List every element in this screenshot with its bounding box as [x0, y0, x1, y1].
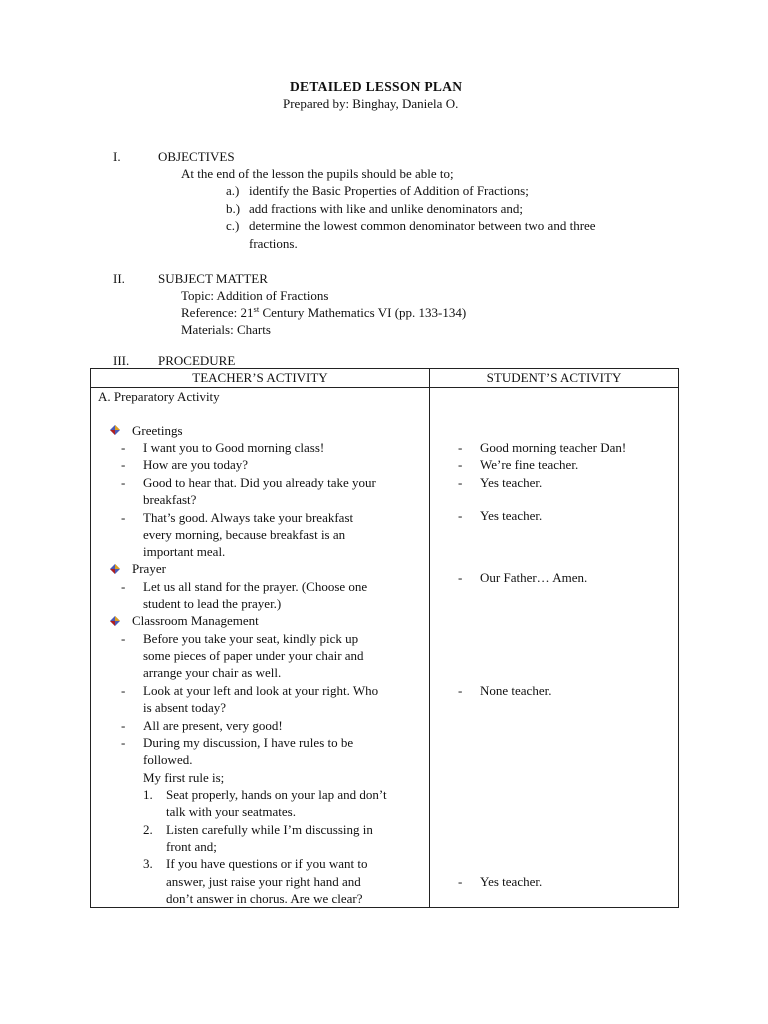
reference-superscript: st — [253, 304, 260, 314]
teacher-line: front and; — [166, 839, 217, 854]
dash: - — [121, 457, 126, 472]
reference-prefix: Reference: 21 — [181, 305, 254, 320]
section-heading-objectives: OBJECTIVES — [158, 149, 235, 164]
dash: - — [458, 508, 463, 523]
teacher-line: Seat properly, hands on your lap and don’t — [166, 787, 387, 802]
student-activity-cell — [430, 388, 679, 908]
dash: - — [121, 735, 126, 750]
dash: - — [458, 440, 463, 455]
bullet-diamond-icon — [110, 564, 120, 574]
objectives-intro: At the end of the lesson the pupils should be able to; — [181, 166, 454, 181]
teacher-activity-header: TEACHER’S ACTIVITY — [91, 369, 430, 388]
rule-number: 3. — [143, 856, 153, 871]
section-heading-procedure: PROCEDURE — [158, 353, 236, 368]
teacher-line: important meal. — [143, 544, 226, 559]
dash: - — [121, 631, 126, 646]
teacher-line: answer, just raise your right hand and — [166, 874, 361, 889]
prepared-by: Prepared by: Binghay, Daniela O. — [283, 96, 459, 111]
section-heading-subject: SUBJECT MATTER — [158, 271, 268, 286]
preparatory-activity-heading: A. Preparatory Activity — [98, 389, 220, 404]
teacher-activity-cell — [91, 388, 430, 908]
activity-table — [90, 368, 679, 908]
dash: - — [458, 874, 463, 889]
teacher-line: arrange your chair as well. — [143, 665, 282, 680]
table-header-row — [91, 369, 679, 388]
dash: - — [458, 475, 463, 490]
student-response: We’re fine teacher. — [480, 457, 579, 472]
section-numeral-procedure: III. — [113, 353, 130, 368]
student-response: Yes teacher. — [480, 475, 543, 490]
student-activity-header: STUDENT’S ACTIVITY — [430, 369, 679, 388]
teacher-line: every morning, because breakfast is an — [143, 527, 346, 542]
objective-text-c-cont: fractions. — [249, 236, 298, 251]
student-response: None teacher. — [480, 683, 552, 698]
student-response: Good morning teacher Dan! — [480, 440, 627, 455]
teacher-line: followed. — [143, 752, 193, 767]
student-response: Yes teacher. — [480, 508, 543, 523]
teacher-line: Good to hear that. Did you already take your — [143, 475, 376, 490]
dash: - — [121, 683, 126, 698]
greetings-heading: Greetings — [132, 423, 183, 438]
student-response: Yes teacher. — [480, 874, 543, 889]
prayer-heading: Prayer — [132, 561, 166, 576]
teacher-line: All are present, very good! — [143, 718, 283, 733]
teacher-line: don’t answer in chorus. Are we clear? — [166, 891, 363, 906]
dash: - — [458, 570, 463, 585]
objective-text-c: determine the lowest common denominator between two and three — [249, 218, 596, 233]
section-numeral-objectives: I. — [113, 149, 121, 164]
dash: - — [121, 510, 126, 525]
subject-topic: Topic: Addition of Fractions — [181, 288, 329, 303]
dash: - — [121, 579, 126, 594]
teacher-line: some pieces of paper under your chair and — [143, 648, 364, 663]
bullet-diamond-icon — [110, 616, 120, 626]
classroom-management-heading: Classroom Management — [132, 613, 259, 628]
objective-text-b: add fractions with like and unlike denominators and; — [249, 201, 524, 216]
bullet-diamond-icon — [110, 425, 120, 435]
teacher-line: Before you take your seat, kindly pick up — [143, 631, 359, 646]
dash: - — [458, 457, 463, 472]
objective-marker-c: c.) — [226, 218, 240, 233]
teacher-line: is absent today? — [143, 700, 227, 715]
objective-marker-b: b.) — [226, 201, 241, 216]
teacher-line: talk with your seatmates. — [166, 804, 296, 819]
teacher-line: Look at your left and look at your right. Who — [143, 683, 379, 698]
table-row — [91, 388, 679, 908]
teacher-line: During my discussion, I have rules to be — [143, 735, 354, 750]
dash: - — [121, 475, 126, 490]
objective-text-a: identify the Basic Properties of Addition of Fractions; — [249, 183, 529, 198]
rule-number: 1. — [143, 787, 153, 802]
teacher-line: breakfast? — [143, 492, 197, 507]
section-numeral-subject: II. — [113, 271, 125, 286]
dash: - — [121, 440, 126, 455]
teacher-line: If you have questions or if you want to — [166, 856, 368, 871]
dash: - — [121, 718, 126, 733]
document-title: DETAILED LESSON PLAN — [290, 79, 463, 94]
teacher-line: Listen carefully while I’m discussing in — [166, 822, 373, 837]
teacher-line: How are you today? — [143, 457, 249, 472]
rule-number: 2. — [143, 822, 153, 837]
dash: - — [458, 683, 463, 698]
teacher-line: My first rule is; — [143, 770, 225, 785]
teacher-line: student to lead the prayer.) — [143, 596, 282, 611]
student-response: Our Father… Amen. — [480, 570, 588, 585]
teacher-line: Let us all stand for the prayer. (Choose one — [143, 579, 368, 594]
subject-materials: Materials: Charts — [181, 322, 271, 337]
teacher-line: That’s good. Always take your breakfast — [143, 510, 354, 525]
teacher-line: I want you to Good morning class! — [143, 440, 325, 455]
objective-marker-a: a.) — [226, 183, 240, 198]
reference-rest: Century Mathematics VI (pp. 133-134) — [259, 305, 467, 320]
